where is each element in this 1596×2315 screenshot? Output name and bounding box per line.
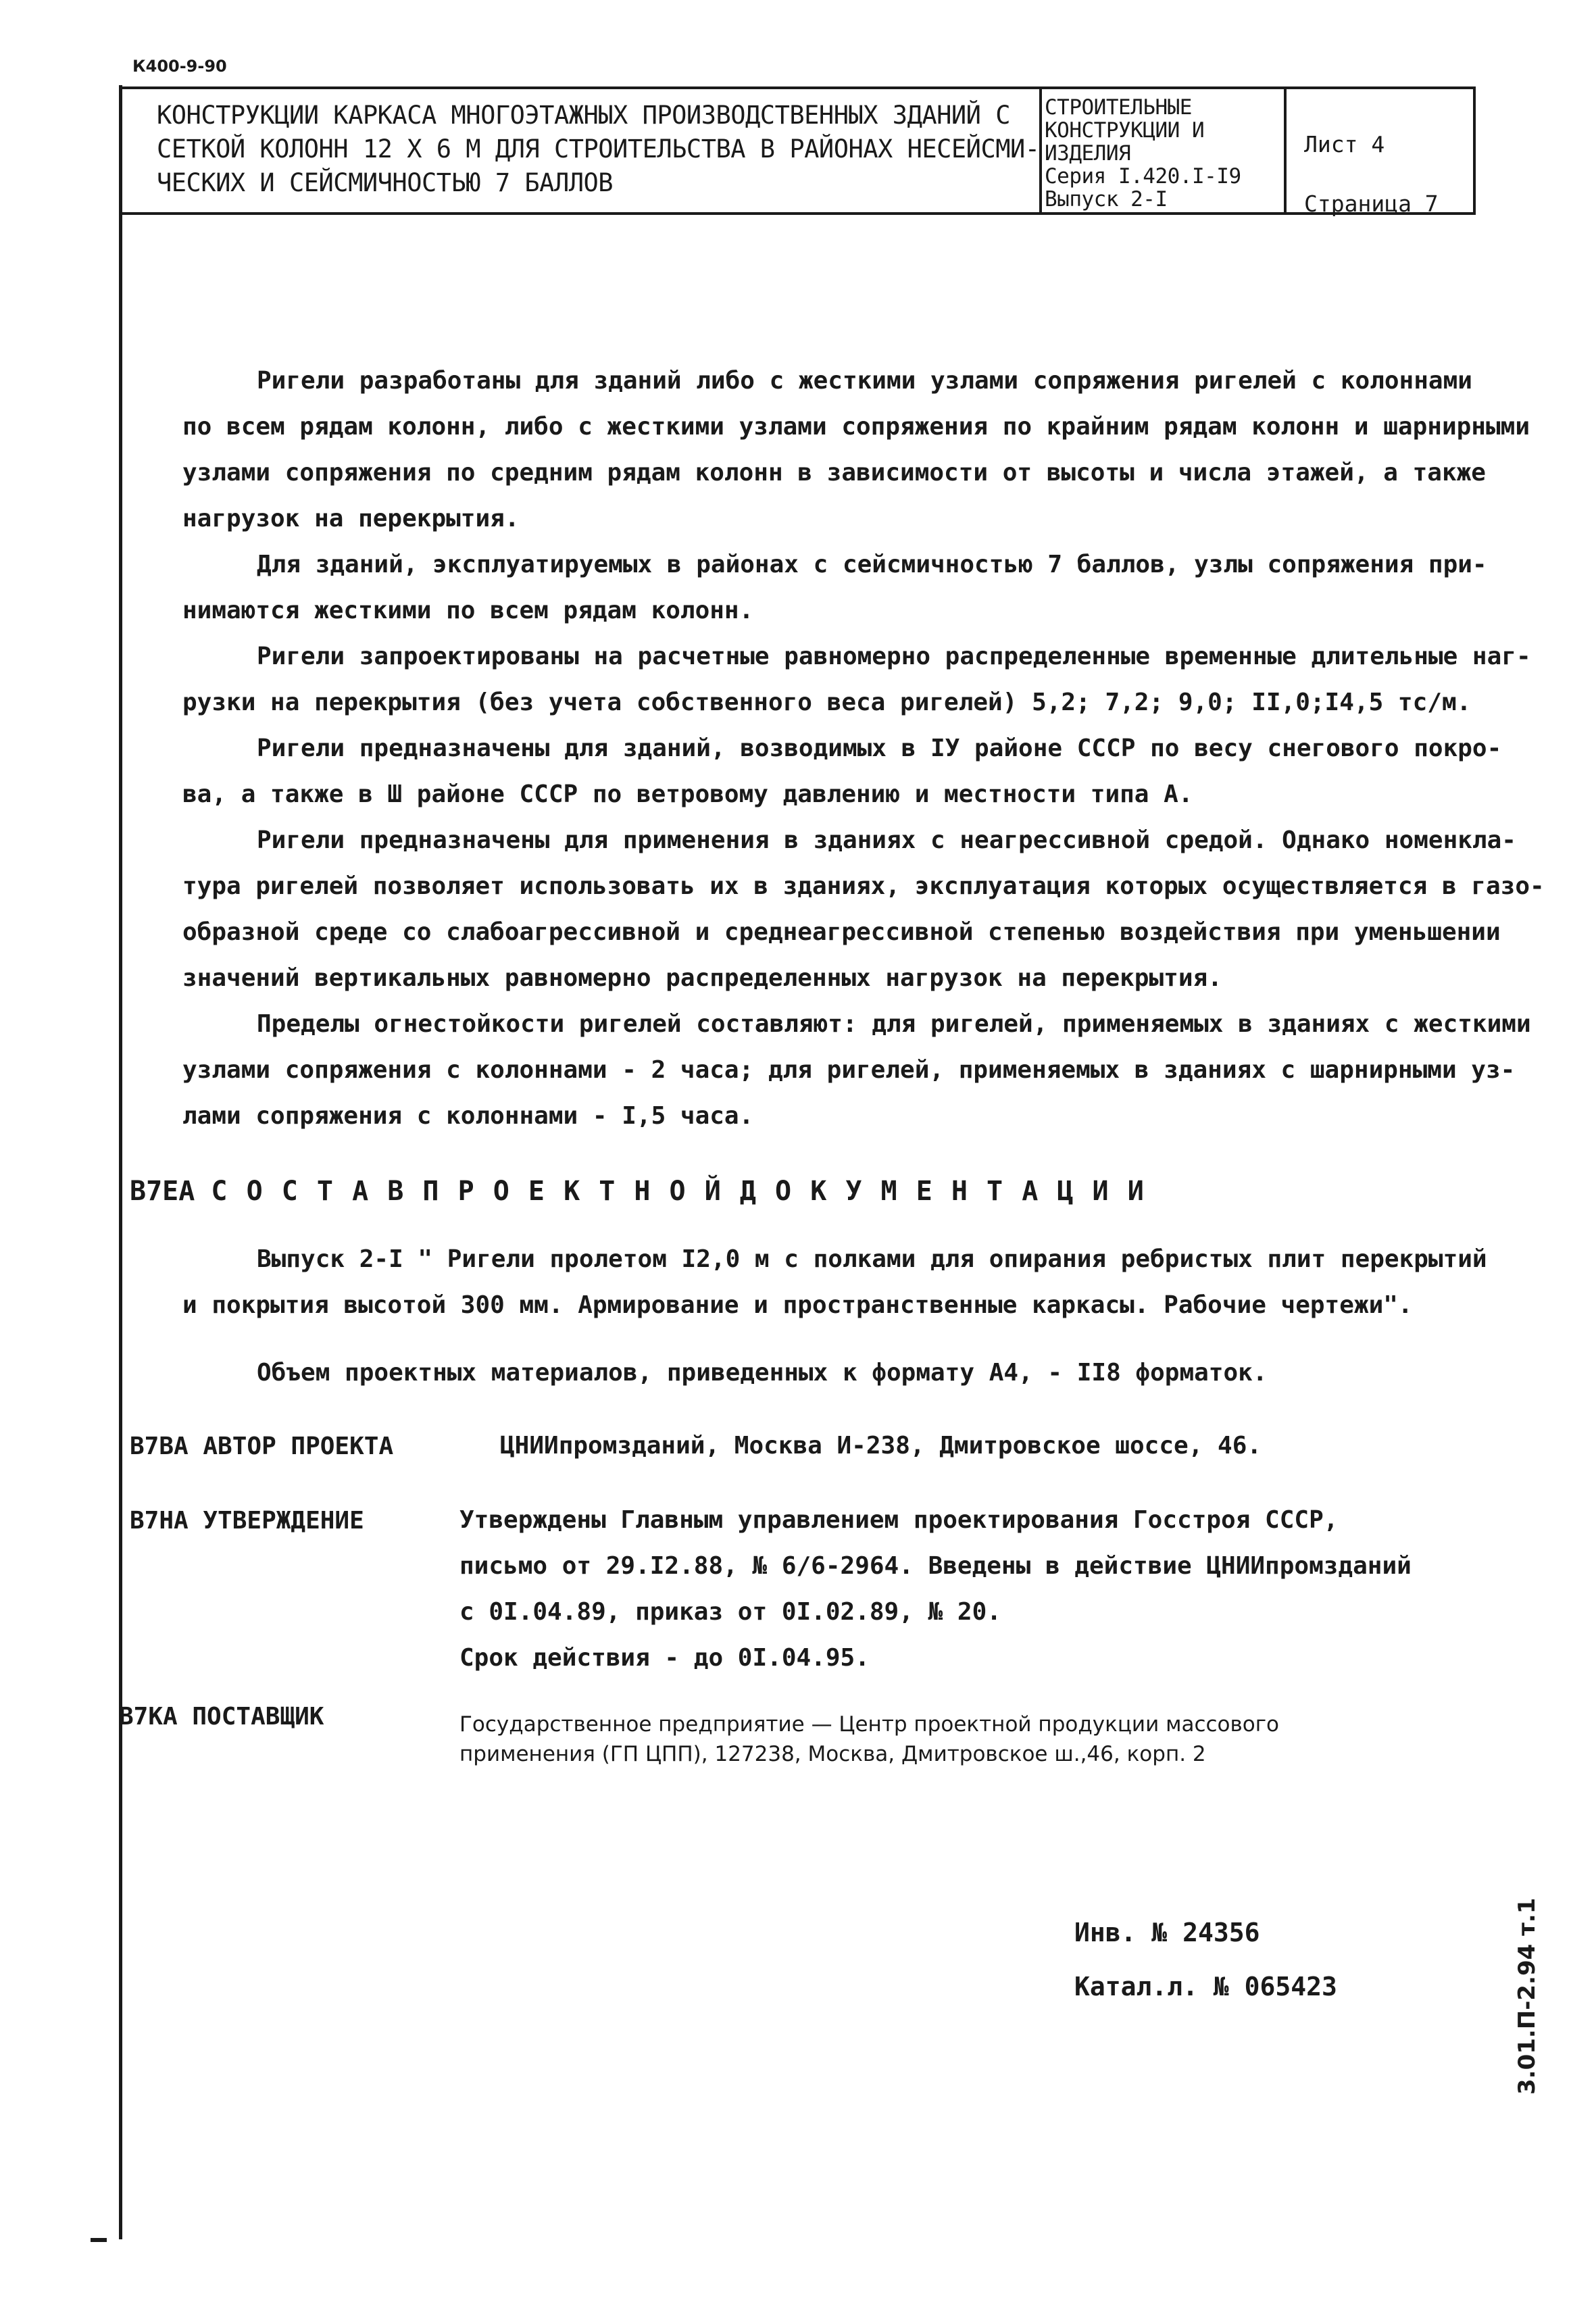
document-title [157, 99, 1137, 200]
paragraph [182, 634, 1531, 726]
section-code: В7ЕА [130, 1176, 195, 1207]
title-block-divider [1284, 89, 1287, 212]
series-info [1045, 96, 1274, 211]
approval-line: Утверждены Главным управлением проектирования Госстроя СССР, [459, 1506, 1339, 1534]
paragraph [182, 1001, 1531, 1139]
supplier-line: применения (ГП ЦПП), 127238, Москва, Дмитровское ш.,46, корп. 2 [459, 1742, 1206, 1766]
text-line: образной среде со слабоагрессивной и среднеагрессивной степенью воздействия при уменьшении [182, 918, 1501, 946]
main-text [182, 358, 1545, 1139]
text-line: узлами сопряжения по средним рядам колонн в зависимости от высоты и числа этажей, а также [182, 459, 1486, 487]
page-number: Страница 7 [1304, 191, 1439, 217]
inventory-block [1074, 1906, 1337, 2014]
side-stamp: 3.01.П-2.94 т.1 [1514, 1897, 1541, 2095]
text-line: Ригели предназначены для применения в зданиях с неагрессивной средой. Однако номенкла- [257, 826, 1516, 854]
volume-line: Объем проектных материалов, приведенных к формату А4, - II8 форматок. [257, 1359, 1268, 1387]
approval-line: Срок действия - до 0I.04.95. [459, 1644, 870, 1672]
approval-label: В7НА УТВЕРЖДЕНИЕ [130, 1507, 364, 1535]
catalog-number: Катал.л. № 065423 [1074, 1972, 1337, 2001]
text-line: по всем рядам колонн, либо с жесткими узлами сопряжения по крайним рядам колонн и шарнирными [182, 413, 1530, 441]
document-code: К400-9-90 [132, 57, 227, 76]
approval-block [459, 1497, 1412, 1681]
composition-block [182, 1237, 1487, 1396]
series-line: ИЗДЕЛИЯ [1045, 141, 1131, 166]
title-block [120, 86, 1476, 215]
paragraph [182, 358, 1530, 542]
text-line: Ригели запроектированы на расчетные равномерно распределенные временные длительные наг- [257, 643, 1531, 670]
title-line: СЕТКОЙ КОЛОНН 12 Х 6 М ДЛЯ СТРОИТЕЛЬСТВА В РАЙОНАХ НЕСЕЙСМИ- [157, 134, 1040, 164]
text-line: Ригели разработаны для зданий либо с жесткими узлами сопряжения ригелей с колоннами [257, 367, 1472, 395]
paragraph [182, 818, 1545, 1001]
paragraph [182, 542, 1487, 634]
composition-line: Выпуск 2-I " Ригели пролетом I2,0 м с полками для опирания ребристых плит перекрытий [257, 1245, 1487, 1273]
inventory-number: Инв. № 24356 [1074, 1918, 1260, 1947]
text-line: Пределы огнестойкости ригелей составляют: для ригелей, применяемых в зданиях с жесткими [257, 1010, 1531, 1038]
supplier-block [459, 1710, 1279, 1769]
approval-line: письмо от 29.I2.88, № 6/6-2964. Введены в действие ЦНИИпромзданий [459, 1552, 1412, 1580]
title-line: ЧЕСКИХ И СЕЙСМИЧНОСТЬЮ 7 БАЛЛОВ [157, 168, 614, 197]
supplier-label: В7КА ПОСТАВЩИК [119, 1703, 324, 1731]
text-line: нагрузок на перекрытия. [182, 505, 520, 532]
series-line: Серия I.420.I-I9 [1045, 164, 1241, 189]
text-line: узлами сопряжения с колоннами - 2 часа; для ригелей, применяемых в зданиях с шарнирными уз- [182, 1056, 1516, 1084]
approval-line: с 0I.04.89, приказ от 0I.02.89, № 20. [459, 1598, 1001, 1626]
sheet-number: Лист 4 [1304, 131, 1385, 157]
text-line: рузки на перекрытия (без учета собственного веса ригелей) 5,2; 7,2; 9,0; II,0;I4,5 тс/м. [182, 689, 1472, 716]
composition-line: и покрытия высотой 300 мм. Армирование и пространственные каркасы. Рабочие чертежи". [182, 1291, 1413, 1319]
text-line: тура ригелей позволяет использовать их в зданиях, эксплуатация которых осуществляется в газо- [182, 872, 1545, 900]
text-line: значений вертикальных равномерно распределенных нагрузок на перекрытия. [182, 964, 1222, 992]
paragraph [182, 726, 1502, 818]
series-line: Выпуск 2-I [1045, 187, 1168, 211]
series-line: КОНСТРУКЦИИ И [1045, 118, 1205, 143]
author-label: В7ВА АВТОР ПРОЕКТА [130, 1433, 394, 1460]
sheet-info [1304, 115, 1473, 234]
text-line: нимаются жесткими по всем рядам колонн. [182, 597, 754, 624]
text-line: Ригели предназначены для зданий, возводимых в IУ районе СССР по весу снегового покро- [257, 735, 1502, 762]
supplier-line: Государственное предприятие — Центр проектной продукции массового [459, 1712, 1280, 1737]
section-title: С О С Т А В П Р О Е К Т Н О Й Д О К У М Е Н Т А Ц И И [211, 1176, 1145, 1207]
text-line: Для зданий, эксплуатируемых в районах с сейсмичностью 7 баллов, узлы сопряжения при- [257, 551, 1487, 578]
title-line: КОНСТРУКЦИИ КАРКАСА МНОГОЭТАЖНЫХ ПРОИЗВОДСТВЕННЫХ ЗДАНИЙ С [157, 101, 1011, 130]
title-block-divider [1039, 89, 1042, 212]
series-line: СТРОИТЕЛЬНЫЕ [1045, 95, 1192, 120]
frame-bottom-mark [91, 2238, 107, 2242]
text-line: лами сопряжения с колоннами - I,5 часа. [182, 1102, 754, 1130]
section-heading [130, 1176, 1145, 1207]
author-value: ЦНИИпромзданий, Москва И-238, Дмитровское шоссе, 46. [500, 1432, 1262, 1460]
text-line: ва, а также в Ш районе СССР по ветровому давлению и местности типа А. [182, 780, 1193, 808]
